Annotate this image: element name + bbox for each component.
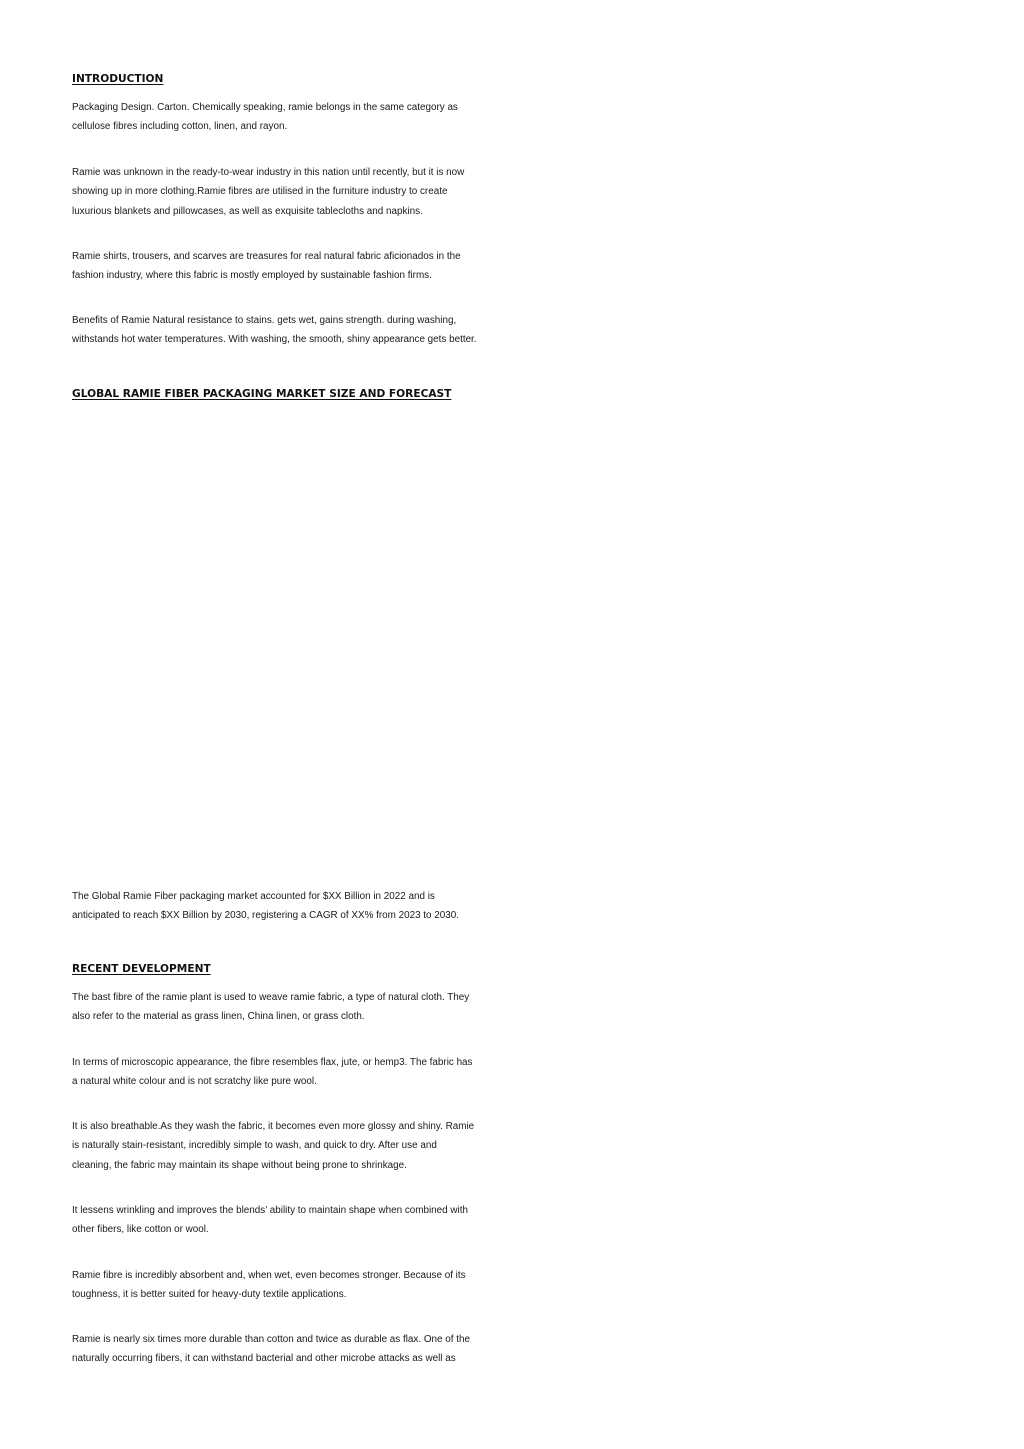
introduction-paragraph-1: Packaging Design. Carton. Chemically speaking, ramie belongs in the same category as cellulose fibres including cotton, linen, and rayon. (72, 102, 458, 133)
recent-paragraph-6: Ramie is nearly six times more durable than cotton and twice as durable as flax. One of the naturally occurring fibers, it can withstand bacterial and other microbe attacks as well as (72, 1334, 470, 1365)
introduction-heading: INTRODUCTION (72, 73, 164, 85)
recent-paragraph-1: The bast fibre of the ramie plant is used to weave ramie fabric, a type of natural cloth. They also refer to the material as grass linen, China linen, or grass cloth. (72, 992, 470, 1023)
market-size-heading: GLOBAL RAMIE FIBER PACKAGING MARKET SIZE AND FORECAST (72, 388, 452, 400)
introduction-paragraph-4: Benefits of Ramie Natural resistance to stains. gets wet, gains strength. during washing, withstands hot water temperatures. With washing, the smooth, shiny appearance gets better. (72, 315, 477, 346)
recent-development-heading: RECENT DEVELOPMENT (72, 963, 211, 975)
recent-paragraph-3: It is also breathable.As they wash the fabric, it becomes even more glossy and shiny. Ramie is naturally stain-resistant, incredibly simple to wash, and quick to dry. After use and cleaning, the fabric may maintain its shape without being prone to shrinkage. (72, 1121, 475, 1171)
recent-paragraph-2: In terms of microscopic appearance, the fibre resembles flax, jute, or hemp3. The fabric has a natural white colour and is not scratchy like pure wool. (72, 1057, 473, 1088)
blank-figure-area (72, 412, 512, 872)
market-paragraph: The Global Ramie Fiber packaging market accounted for $XX Billion in 2022 and is anticipated to reach $XX Billion by 2030, registering a CAGR of XX% from 2023 to 2030. (72, 891, 459, 922)
introduction-paragraph-2: Ramie was unknown in the ready-to-wear industry in this nation until recently, but it is now showing up in more clothing.Ramie fibres are utilised in the furniture industry to create luxurious blankets and pillowcases, as well as exquisite tablecloths and napkins. (72, 167, 465, 217)
recent-paragraph-4: It lessens wrinkling and improves the blends’ ability to maintain shape when combined with other fibers, like cotton or wool. (72, 1205, 468, 1236)
introduction-paragraph-3: Ramie shirts, trousers, and scarves are treasures for real natural fabric aficionados in the fashion industry, where this fabric is mostly employed by sustainable fashion firms. (72, 251, 461, 282)
recent-paragraph-5: Ramie fibre is incredibly absorbent and, when wet, even becomes stronger. Because of its toughness, it is better suited for heavy-duty textile applications. (72, 1270, 466, 1301)
